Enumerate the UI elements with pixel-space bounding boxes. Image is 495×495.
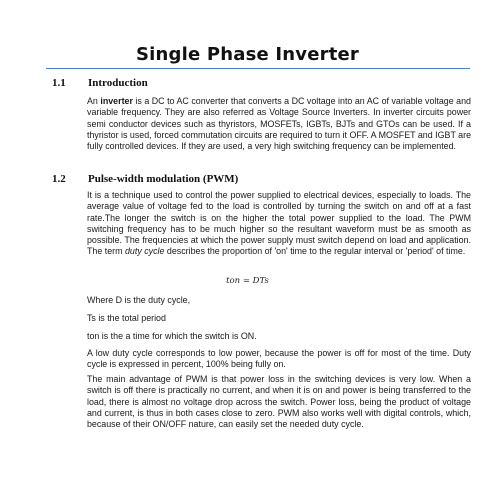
section-heading-pwm [52,173,238,185]
intro-paragraph [87,96,471,152]
duty-cycle-formula: ton = DTs [226,276,269,286]
pwm-advantage-paragraph: The main advantage of PWM is that power loss in the switching devices is very low. When a switch is off there is practically no current, and when it is on and power is being transferred to the load, there is almost no voltage drop across the switch. Power loss, being the product of voltage and current, is thus in both cases close to zero. PWM also works well with digital controls, which, because of their ON/OFF nature, can easily set the needed duty cycle. [87,374,471,430]
title-underline [46,68,470,69]
low-duty-paragraph: A low duty cycle corresponds to low power, because the power is off for most of the time. Duty cycle is expressed in percent, 100% being fully on. [87,348,471,370]
section-number: 1.1 [52,77,66,89]
pwm-paragraph [87,190,471,258]
pwm-text-rest: describes the proportion of 'on' time to the regular interval or 'period' of time. [164,246,466,257]
intro-bold-term: inverter [100,96,133,106]
definition-on-time: ton is the a time for which the switch is ON. [87,331,257,341]
section-title: Introduction [88,77,148,89]
pwm-text-start: It is a technique used to control the power supplied to electrical devices, especially to loads. The average value of voltage fed to the load is controlled by turning the switch on and off at a fast rate.The longer the switch is on the higher the total power supplied to the load. The PWM switching frequency has to be much higher so the resultant waveform must be as smooth as possible. The frequencies at which the power supply must switch depend on load and application. The term [87,190,471,257]
intro-text-start: An [87,96,101,106]
definition-duty-cycle: Where D is the duty cycle, [87,295,191,305]
intro-text-rest: is a DC to AC converter that converts a DC voltage into an AC of variable voltage and variable frequency. They are also referred as Voltage Source Inverters. In inverter circuits power semi conductor devices such as thyristors, MOSFETs, IGBTs, BJTs and GTOs can be used. If a thyristor is used, forced commutation circuits are required to turn it OFF. A MOSFET and IGBT are fully controlled devices. If they are used, a very high switching frequency can be implemented. [87,96,471,152]
definition-total-period: Ts is the total period [87,313,166,323]
section-heading-introduction [52,77,148,89]
pwm-italic-term: duty cycle [124,246,165,257]
page-title: Single Phase Inverter [135,44,360,65]
section-number: 1.2 [52,173,66,185]
section-title: Pulse-width modulation (PWM) [88,173,239,185]
